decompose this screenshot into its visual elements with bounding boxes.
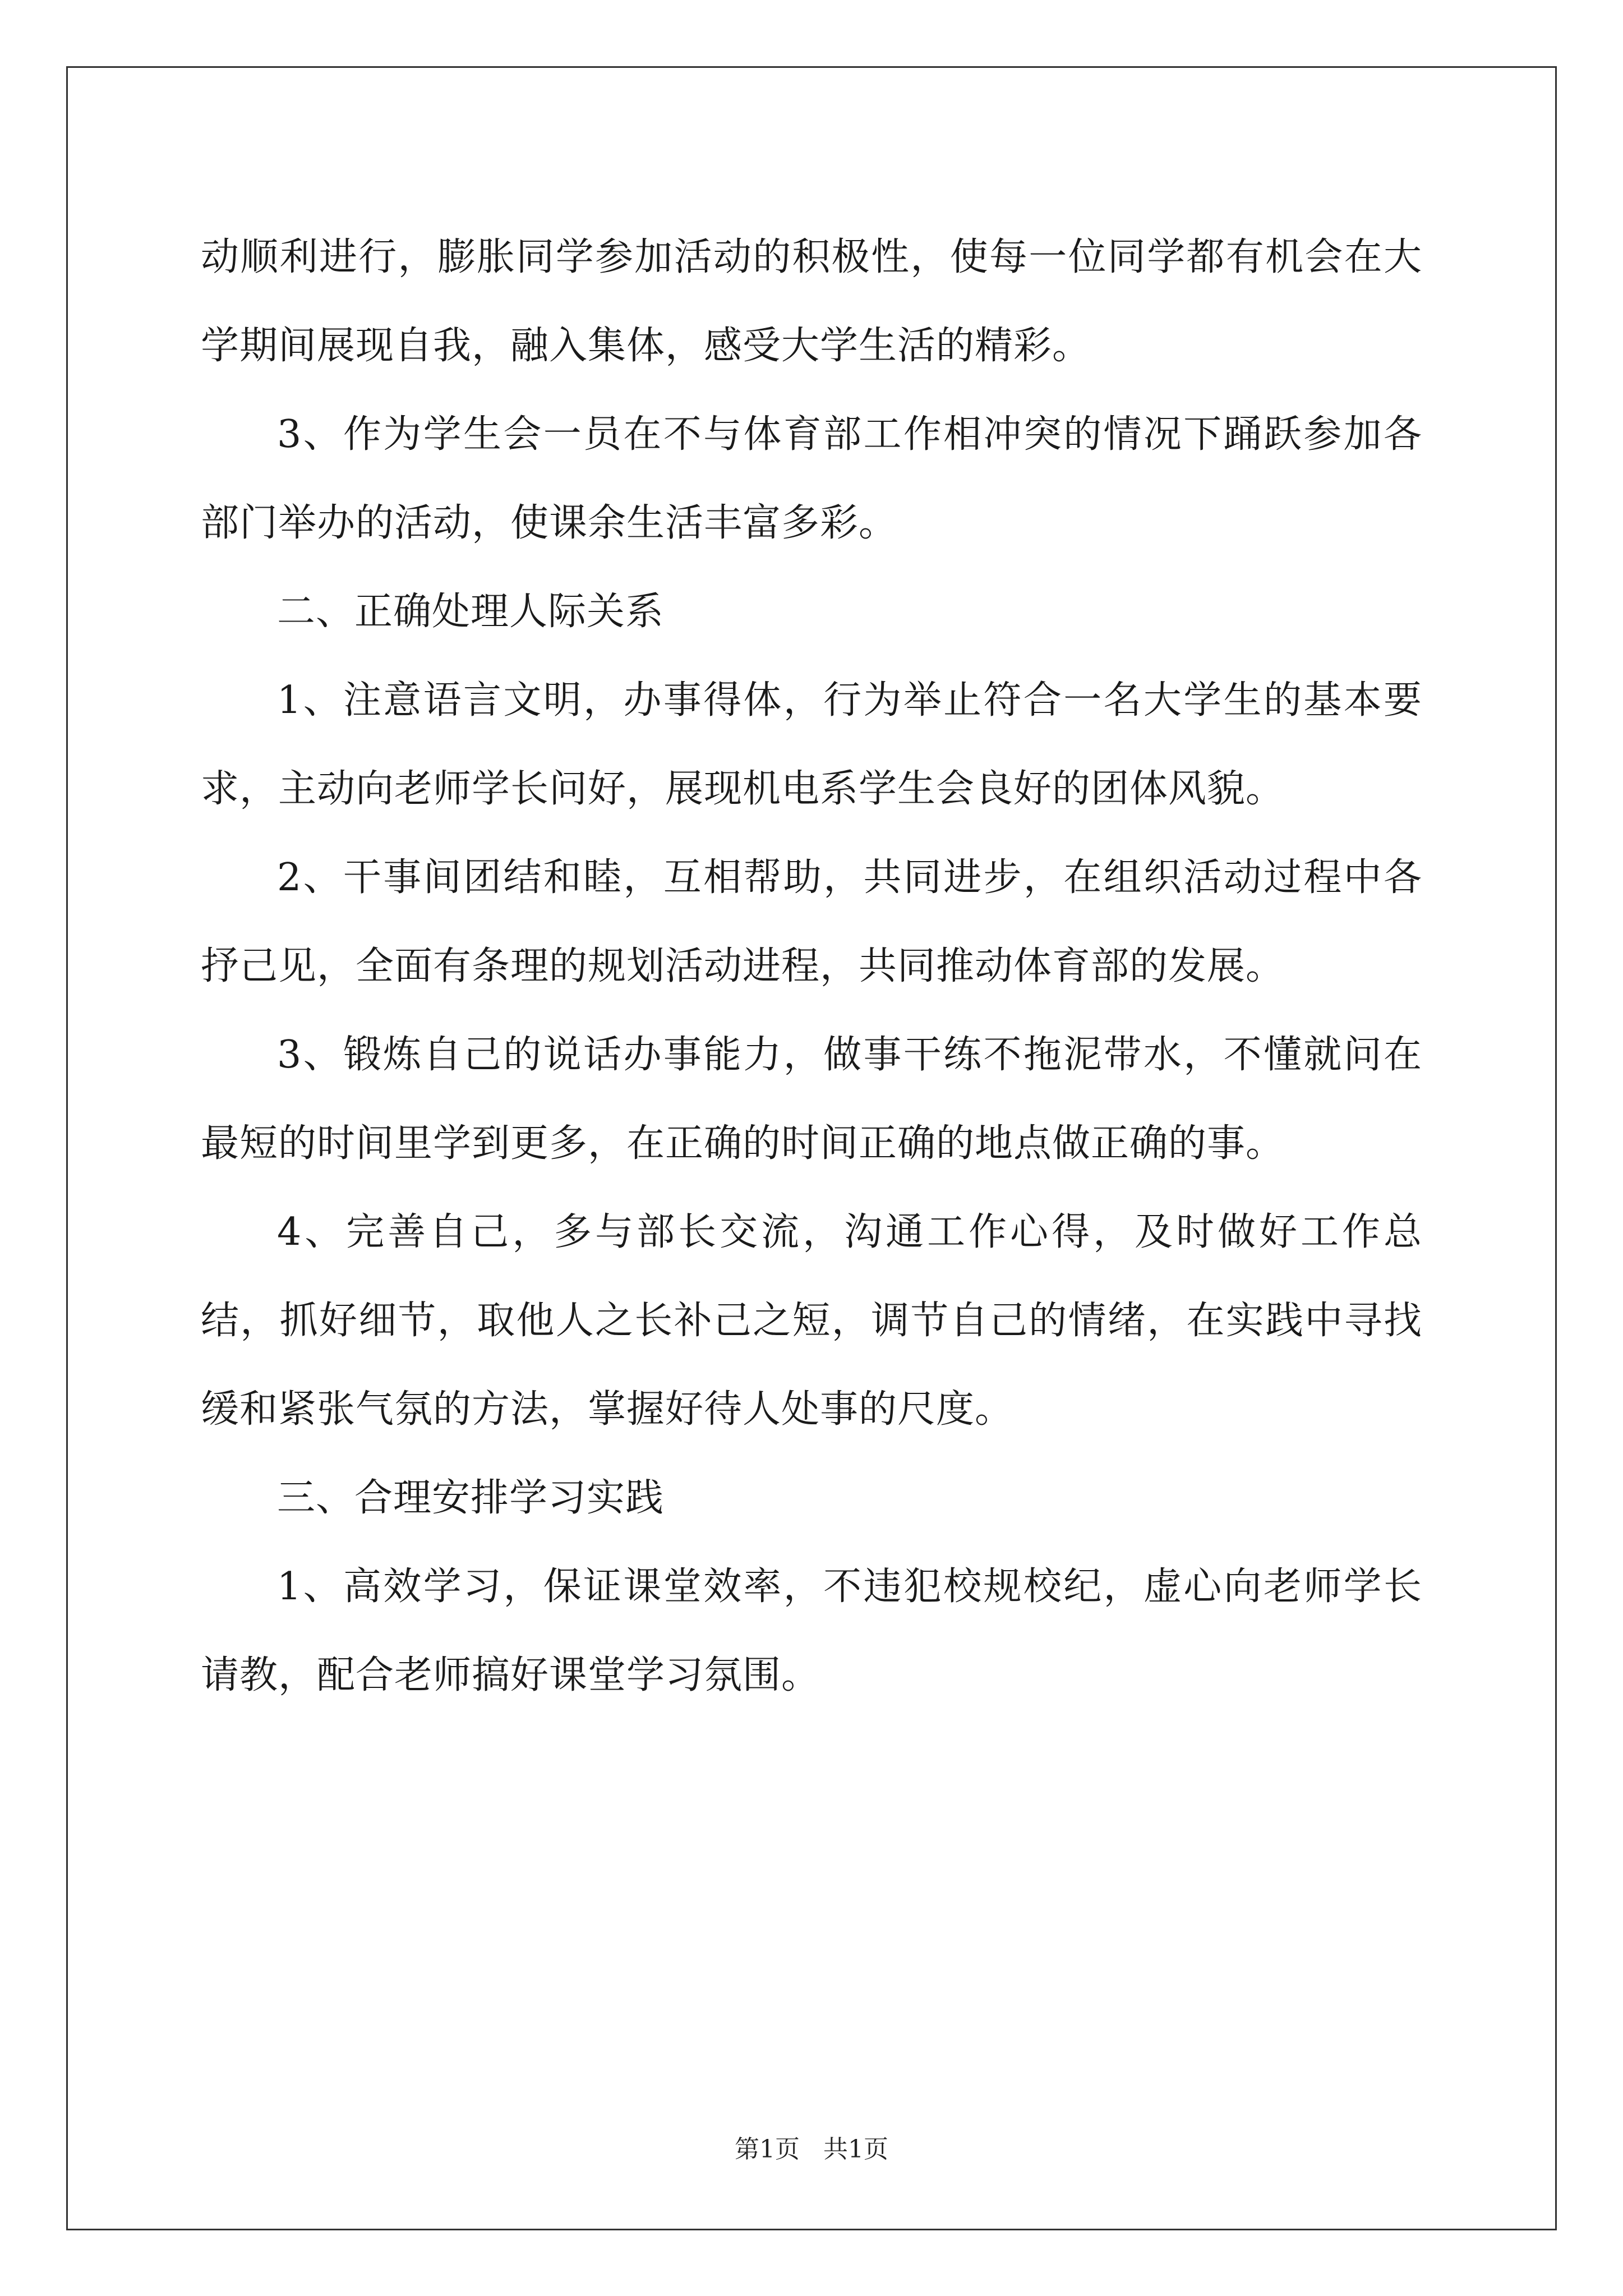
paragraph-item-4: 4、完善自己，多与部长交流，沟通工作心得，及时做好工作总结，抓好细节，取他人之长补己之短，调节自己的情绪，在实践中寻找缓和紧张气氛的方法，掌握好待人处事的尺度。 (201, 1210, 1422, 1432)
page-footer (0, 2129, 1623, 2165)
paragraph-continuation: 动顺利进行，膨胀同学参加活动的积极性，使每一位同学都有机会在大学期间展现自我，融入集体，感受大学生活的精彩。 (201, 235, 1422, 368)
paragraph-item-1: 1、注意语言文明，办事得体，行为举止符合一名大学生的基本要求，主动向老师学长问好，展现机电系学生会良好的团体风貌。 (201, 678, 1422, 811)
page-number-current: 第1页 (735, 2135, 800, 2164)
section-heading-3: 三、合理安排学习实践 (277, 1476, 665, 1520)
paragraph-item-3: 3、作为学生会一员在不与体育部工作相冲突的情况下踊跃参加各部门举办的活动，使课余生活丰富多彩。 (201, 412, 1422, 545)
page-number-total: 共1页 (823, 2135, 888, 2164)
section-heading-2: 二、正确处理人际关系 (277, 590, 665, 634)
paragraph-item-2: 2、干事间团结和睦，互相帮助，共同进步，在组织活动过程中各抒己见，全面有条理的规划活动进程，共同推动体育部的发展。 (201, 855, 1422, 988)
document-body (201, 213, 1422, 1720)
paragraph-item-1: 1、高效学习，保证课堂效率，不违犯校规校纪，虚心向老师学长请教，配合老师搞好课堂学习氛围。 (201, 1565, 1422, 1697)
paragraph-item-3: 3、锻炼自己的说话办事能力，做事干练不拖泥带水，不懂就问在最短的时间里学到更多，在正确的时间正确的地点做正确的事。 (201, 1033, 1422, 1166)
